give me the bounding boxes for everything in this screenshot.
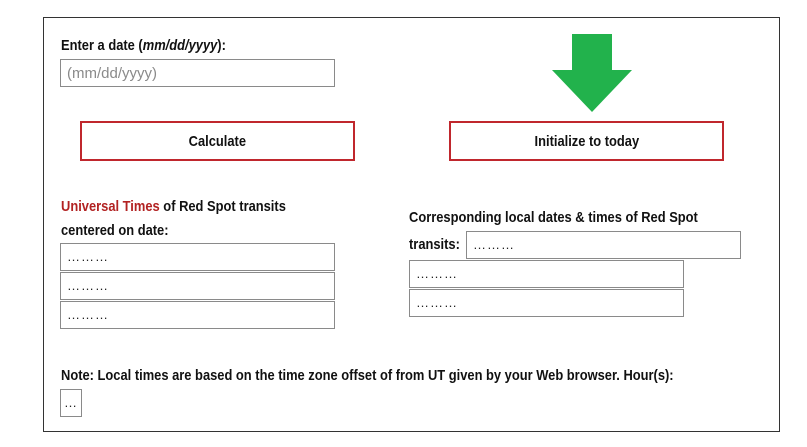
local-result-1[interactable]: ……… — [466, 231, 741, 259]
initialize-today-button[interactable]: Initialize to today — [449, 121, 724, 161]
ut-heading-line2: centered on date: — [61, 222, 169, 239]
date-input[interactable] — [60, 59, 335, 87]
timezone-note: Note: Local times are based on the time zone offset of from UT given by your Web browser. Hour(s): — [61, 367, 674, 384]
date-label: Enter a date (mm/dd/yyyy): — [61, 37, 226, 54]
local-heading: Corresponding local dates & times of Red Spot — [409, 209, 698, 226]
ut-result-3[interactable]: ……… — [60, 301, 335, 329]
hours-offset-input[interactable]: … — [60, 389, 82, 417]
ut-result-2[interactable]: ……… — [60, 272, 335, 300]
ut-result-1[interactable]: ……… — [60, 243, 335, 271]
local-result-3[interactable]: ……… — [409, 289, 684, 317]
down-arrow-icon — [552, 34, 632, 114]
local-heading-line2: transits: — [409, 236, 460, 253]
calculate-button[interactable]: Calculate — [80, 121, 355, 161]
local-result-2[interactable]: ……… — [409, 260, 684, 288]
ut-heading: Universal Times of Red Spot transits — [61, 198, 286, 215]
